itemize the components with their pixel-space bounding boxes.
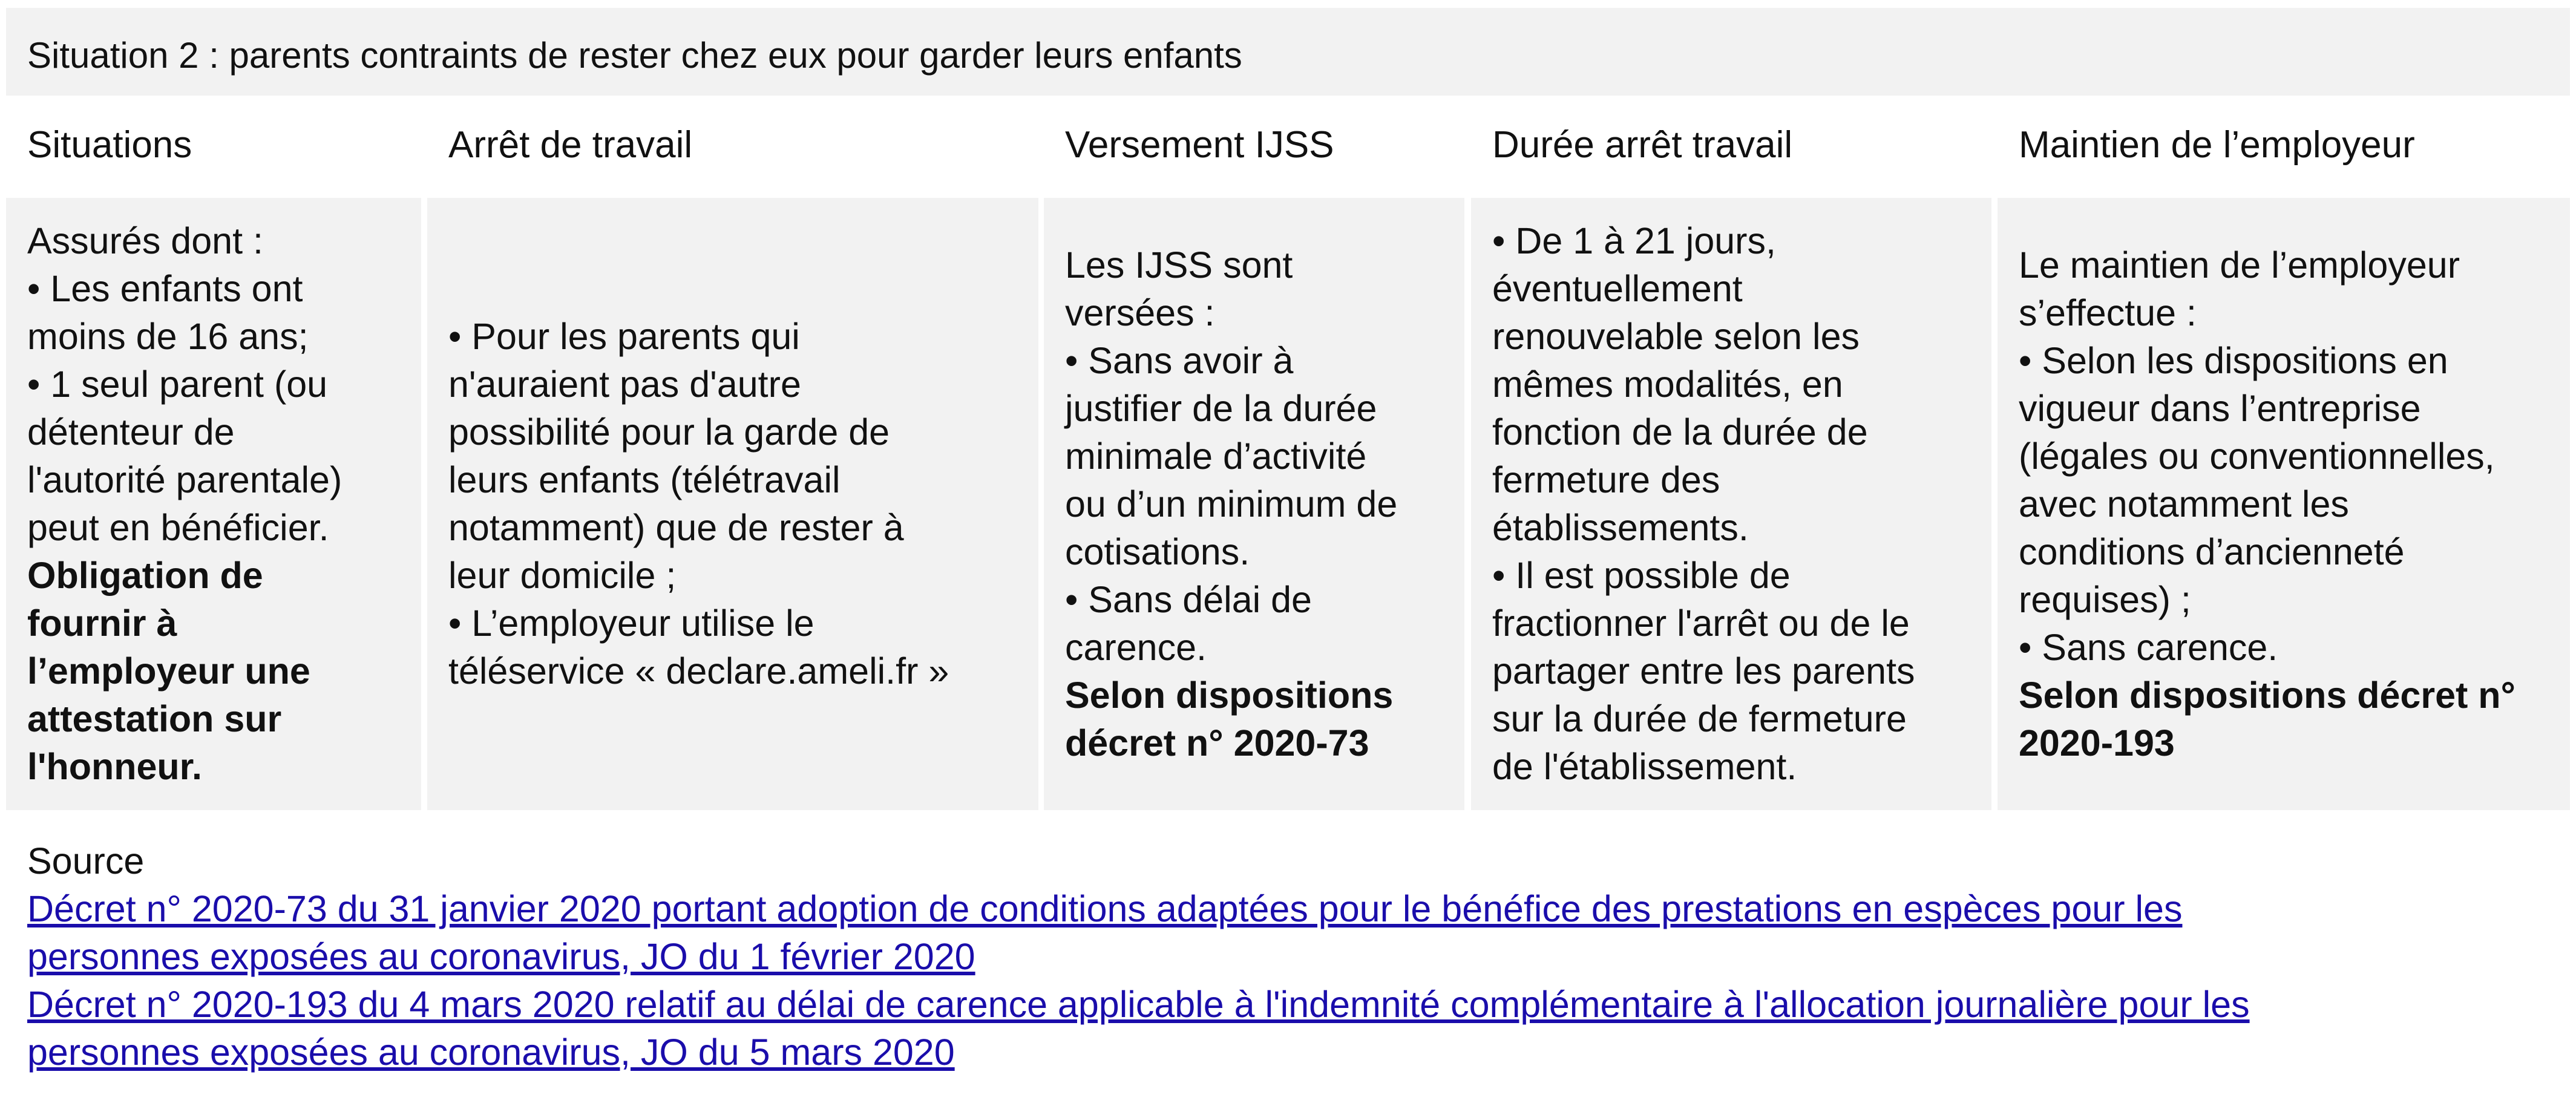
text-line: renouvelable selon les — [1492, 316, 1860, 357]
text-line: vigueur dans l’entreprise — [2019, 387, 2421, 429]
header-arret-travail: Arrêt de travail — [448, 124, 693, 166]
header-duree-arret: Durée arrêt travail — [1492, 124, 1793, 166]
text-line: moins de 16 ans; — [27, 316, 309, 357]
text-line: 2020-193 — [2019, 722, 2175, 764]
text-line: requises) ; — [2019, 578, 2191, 620]
text-line: peut en bénéficier. — [27, 507, 329, 548]
text-line: l'honneur. — [27, 746, 203, 787]
text-line: attestation sur — [27, 698, 282, 739]
text-line: sur la durée de fermeture — [1492, 698, 1907, 739]
text-line: éventuellement — [1492, 268, 1743, 309]
link-line[interactable]: personnes exposées au coronavirus, JO du 5 mars 2020 — [27, 1032, 955, 1073]
text-line: leurs enfants (télétravail — [448, 459, 841, 500]
text-line: • Pour les parents qui — [448, 316, 800, 357]
link-line[interactable]: Décret n° 2020-193 du 4 mars 2020 relatif au délai de carence applicable à l'indemnité complémentaire à l'allocation journalière pour les — [27, 984, 2250, 1025]
text-line: notamment) que de rester à — [448, 507, 904, 548]
text-line: Les IJSS sont — [1065, 244, 1293, 286]
source-label: Source — [27, 840, 145, 882]
source-link-decret-2020-73[interactable] — [27, 885, 2569, 981]
source-link-decret-2020-193[interactable] — [27, 981, 2569, 1076]
text-line: • Selon les dispositions en — [2019, 339, 2448, 381]
text-line: • Sans carence. — [2019, 626, 2278, 668]
text-line: téléservice « declare.ameli.fr » — [448, 650, 949, 692]
text-line: Assurés dont : — [27, 220, 263, 261]
text-line: s’effectue : — [2019, 292, 2197, 333]
cell-situations — [6, 198, 421, 810]
text-line: • 1 seul parent (ou — [27, 364, 328, 405]
cell-situations-text — [27, 217, 415, 552]
cell-situations-bold — [27, 552, 415, 791]
text-line: Selon dispositions — [1065, 674, 1394, 716]
header-maintien-employeur: Maintien de l’employeur — [2019, 124, 2415, 166]
text-line: • De 1 à 21 jours, — [1492, 220, 1776, 261]
header-versement-ijss: Versement IJSS — [1065, 124, 1334, 166]
text-line: Le maintien de l’employeur — [2019, 244, 2460, 286]
situation-title-text: Situation 2 : parents contraints de rester chez eux pour garder leurs enfants — [27, 35, 1242, 76]
source-section — [27, 837, 2569, 1076]
link-line[interactable]: personnes exposées au coronavirus, JO du 1 février 2020 — [27, 936, 975, 977]
text-line: carence. — [1065, 626, 1207, 668]
link-line[interactable]: Décret n° 2020-73 du 31 janvier 2020 portant adoption de conditions adaptées pour le bénéfice des prestations en espèces pour les — [27, 888, 2183, 929]
text-line: justifier de la durée — [1065, 387, 1377, 429]
text-line: minimale d’activité — [1065, 435, 1367, 477]
text-line: de l'établissement. — [1492, 746, 1797, 787]
text-line: établissements. — [1492, 507, 1749, 548]
text-line: décret n° 2020-73 — [1065, 722, 1369, 764]
text-line: avec notamment les — [2019, 483, 2349, 525]
text-line: leur domicile ; — [448, 555, 677, 596]
text-line: Selon dispositions décret n° — [2019, 674, 2515, 716]
text-line: ou d’un minimum de — [1065, 483, 1398, 525]
cell-ijss-bold — [1065, 672, 1458, 767]
cell-duree-text — [1492, 217, 1985, 791]
cell-arret-travail — [427, 198, 1038, 810]
text-line: détenteur de — [27, 411, 235, 453]
text-line: • Sans délai de — [1065, 578, 1312, 620]
text-line: conditions d’ancienneté — [2019, 531, 2405, 572]
text-line: n'auraient pas d'autre — [448, 364, 801, 405]
situation-title — [6, 8, 2570, 96]
text-line: cotisations. — [1065, 531, 1250, 572]
text-line: possibilité pour la garde de — [448, 411, 890, 453]
text-line: fonction de la durée de — [1492, 411, 1868, 453]
text-line: (légales ou conventionnelles, — [2019, 435, 2495, 477]
header-situations: Situations — [27, 124, 192, 166]
cell-maintien-text — [2019, 241, 2564, 672]
text-line: • Sans avoir à — [1065, 339, 1294, 381]
cell-arret-text — [448, 313, 1032, 695]
text-line: l’employeur une — [27, 650, 310, 692]
text-line: fournir à — [27, 603, 177, 644]
cell-maintien-employeur — [1998, 198, 2570, 810]
text-line: versées : — [1065, 292, 1215, 333]
text-line: • Il est possible de — [1492, 555, 1791, 596]
cell-maintien-bold — [2019, 672, 2564, 767]
cell-versement-ijss — [1044, 198, 1464, 810]
text-line: fractionner l'arrêt ou de le — [1492, 603, 1910, 644]
text-line: mêmes modalités, en — [1492, 364, 1843, 405]
text-line: partager entre les parents — [1492, 650, 1915, 692]
cell-ijss-text — [1065, 241, 1458, 672]
text-line: • L’employeur utilise le — [448, 603, 814, 644]
text-line: fermeture des — [1492, 459, 1720, 500]
cell-duree-arret — [1471, 198, 1991, 810]
text-line: l'autorité parentale) — [27, 459, 342, 500]
text-line: Obligation de — [27, 555, 263, 596]
text-line: • Les enfants ont — [27, 268, 303, 309]
